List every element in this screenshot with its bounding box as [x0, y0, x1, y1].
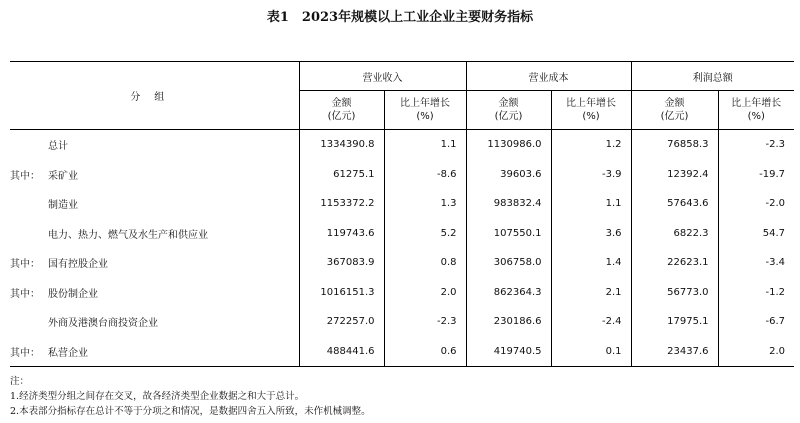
cost-cell: 230186.6 — [466, 307, 551, 337]
profit-cell: 22623.1 — [631, 248, 718, 278]
cost-cell: 306758.0 — [466, 248, 551, 278]
growth-label: 比上年增长 — [731, 98, 782, 109]
row-prefix: 其中： — [10, 288, 40, 300]
amount-label: 金额 — [331, 98, 352, 109]
profit-growth-cell: 54.7 — [718, 219, 794, 249]
row-label — [10, 248, 299, 278]
row-name: 制造业 — [48, 200, 78, 212]
cost-cell: 983832.4 — [466, 189, 551, 219]
cost-growth-header — [551, 91, 631, 130]
cost-amount-header — [466, 91, 551, 130]
amount-unit: (亿元) — [494, 111, 523, 122]
revenue-growth-cell: 1.1 — [384, 130, 466, 160]
row-name: 电力、热力、燃气及水生产和供应业 — [48, 229, 208, 241]
note-2: 2.本表部分指标存在总计不等于分项之和情况，是数据四舍五入所致，未作机械调整。 — [10, 406, 371, 417]
revenue-header: 营业收入 — [299, 62, 466, 91]
cost-growth-cell: -2.4 — [551, 307, 631, 337]
cost-cell: 39603.6 — [466, 160, 551, 190]
profit-growth-cell: -2.0 — [718, 189, 794, 219]
revenue-growth-cell: 0.6 — [384, 337, 466, 367]
profit-growth-cell: -19.7 — [718, 160, 794, 190]
row-label — [10, 130, 299, 160]
revenue-growth-cell: 5.2 — [384, 219, 466, 249]
growth-label: 比上年增长 — [566, 98, 616, 109]
profit-growth-header — [718, 91, 794, 130]
profit-cell: 12392.4 — [631, 160, 718, 190]
amount-label: 金额 — [664, 98, 685, 109]
revenue-cell: 1016151.3 — [299, 278, 384, 308]
row-name: 国有控股企业 — [48, 259, 108, 271]
row-label — [10, 278, 299, 308]
profit-cell: 17975.1 — [631, 307, 718, 337]
profit-growth-cell: 2.0 — [718, 337, 794, 367]
notes-label: 注： — [10, 376, 30, 387]
table-row — [10, 219, 794, 249]
revenue-growth-cell: -8.6 — [384, 160, 466, 190]
table-row — [10, 189, 794, 219]
revenue-cell: 61275.1 — [299, 160, 384, 190]
table-row — [10, 307, 794, 337]
profit-cell: 56773.0 — [631, 278, 718, 308]
row-name: 股份制企业 — [48, 288, 98, 300]
cost-header: 营业成本 — [466, 62, 631, 91]
revenue-amount-header — [299, 91, 384, 130]
revenue-cell: 367083.9 — [299, 248, 384, 278]
cost-growth-cell: 3.6 — [551, 219, 631, 249]
profit-cell: 6822.3 — [631, 219, 718, 249]
row-name: 私营企业 — [48, 347, 88, 359]
cost-cell: 1130986.0 — [466, 130, 551, 160]
profit-growth-cell: -1.2 — [718, 278, 794, 308]
cost-growth-cell: 1.4 — [551, 248, 631, 278]
row-name: 总计 — [48, 141, 68, 153]
cost-growth-cell: 0.1 — [551, 337, 631, 367]
cost-growth-cell: 1.1 — [551, 189, 631, 219]
cost-growth-cell: 2.1 — [551, 278, 631, 308]
table-row — [10, 160, 794, 190]
profit-header: 利润总额 — [631, 62, 794, 91]
row-name: 外商及港澳台商投资企业 — [48, 318, 158, 330]
revenue-growth-cell: 2.0 — [384, 278, 466, 308]
growth-unit: (%) — [582, 111, 600, 122]
revenue-growth-cell: 1.3 — [384, 189, 466, 219]
group-header: 分组 — [10, 62, 299, 130]
table-notes — [10, 374, 371, 419]
amount-unit: (亿元) — [327, 111, 356, 122]
financial-indicators-table — [10, 61, 794, 367]
growth-unit: (%) — [416, 111, 434, 122]
profit-growth-cell: -6.7 — [718, 307, 794, 337]
growth-unit: (%) — [747, 111, 765, 122]
profit-amount-header — [631, 91, 718, 130]
profit-cell: 76858.3 — [631, 130, 718, 160]
amount-unit: (亿元) — [660, 111, 689, 122]
table-row — [10, 337, 794, 367]
profit-growth-cell: -2.3 — [718, 130, 794, 160]
revenue-cell: 488441.6 — [299, 337, 384, 367]
revenue-growth-cell: -2.3 — [384, 307, 466, 337]
row-prefix: 其中： — [10, 347, 40, 359]
table-row — [10, 248, 794, 278]
row-prefix: 其中： — [10, 170, 40, 182]
profit-growth-cell: -3.4 — [718, 248, 794, 278]
revenue-growth-cell: 0.8 — [384, 248, 466, 278]
growth-label: 比上年增长 — [400, 98, 450, 109]
table-row — [10, 278, 794, 308]
cost-cell: 419740.5 — [466, 337, 551, 367]
row-prefix: 其中： — [10, 259, 40, 271]
cost-growth-cell: -3.9 — [551, 160, 631, 190]
revenue-cell: 272257.0 — [299, 307, 384, 337]
profit-cell: 23437.6 — [631, 337, 718, 367]
cost-cell: 107550.1 — [466, 219, 551, 249]
table-row — [10, 130, 794, 160]
row-name: 采矿业 — [48, 170, 78, 182]
note-1: 1.经济类型分组之间存在交叉，故各经济类型企业数据之和大于总计。 — [10, 391, 305, 402]
revenue-cell: 1334390.8 — [299, 130, 384, 160]
revenue-growth-header — [384, 91, 466, 130]
cost-cell: 862364.3 — [466, 278, 551, 308]
row-label — [10, 189, 299, 219]
row-label — [10, 337, 299, 367]
profit-cell: 57643.6 — [631, 189, 718, 219]
amount-label: 金额 — [498, 98, 519, 109]
revenue-cell: 1153372.2 — [299, 189, 384, 219]
revenue-cell: 119743.6 — [299, 219, 384, 249]
row-label — [10, 307, 299, 337]
table-title: 表1 2023年规模以上工业企业主要财务指标 — [266, 10, 534, 25]
row-label — [10, 160, 299, 190]
row-label — [10, 219, 299, 249]
cost-growth-cell: 1.2 — [551, 130, 631, 160]
